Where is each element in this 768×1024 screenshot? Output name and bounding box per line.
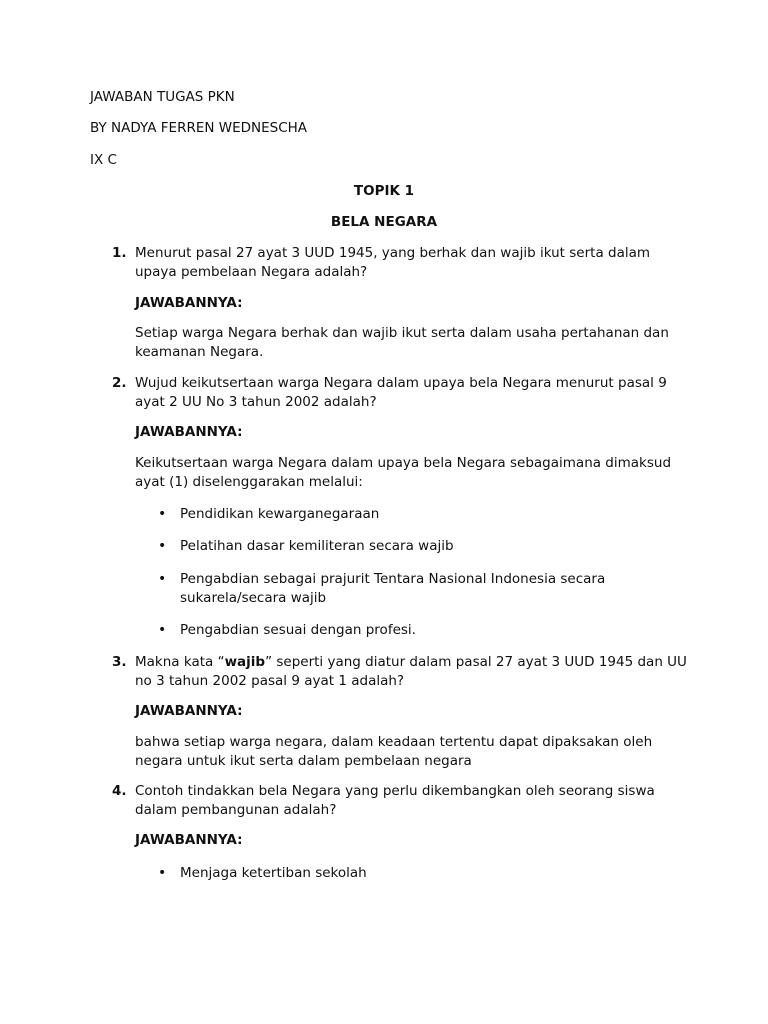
question-number: 3. (112, 654, 127, 670)
list-item: Pengabdian sebagai prajurit Tentara Nasional Indonesia secara sukarela/secara wajib (180, 571, 606, 606)
question-text: Contoh tindakkan bela Negara yang perlu dikembangkan oleh seorang siswa dalam pembangunan adalah? (135, 783, 655, 818)
answer-label: JAWABANNYA: (135, 832, 243, 848)
topic-title: TOPIK 1 (353, 183, 415, 199)
list-item: Pelatihan dasar kemiliteran secara wajib (180, 538, 454, 554)
bullet-icon: • (158, 622, 167, 638)
question-text: Menurut pasal 27 ayat 3 UUD 1945, yang berhak dan wajib ikut serta dalam upaya pembelaan Negara adalah? (135, 245, 651, 280)
header-class: IX C (90, 152, 117, 168)
answer-text: Keikutsertaan warga Negara dalam upaya bela Negara sebagaimana dimaksud ayat (1) diselenggarakan melalui: (135, 455, 672, 490)
question-text: Wujud keikutsertaan warga Negara dalam upaya bela Negara menurut pasal 9 ayat 2 UU No 3 tahun 2002 adalah? (135, 375, 667, 410)
question-text-after: ” seperti yang diatur dalam pasal 27 ayat 3 UUD 1945 dan UU no 3 tahun 2002 pasal 9 ayat 1 adalah? (135, 654, 687, 689)
list-item: Pengabdian sesuai dengan profesi. (180, 622, 416, 638)
list-item: Menjaga ketertiban sekolah (180, 865, 367, 881)
question-number: 2. (112, 375, 127, 391)
bullet-icon: • (158, 506, 167, 522)
question-text-before: Makna kata “ (135, 654, 225, 670)
question-text (135, 653, 695, 691)
question-number: 1. (112, 245, 127, 261)
answer-label: JAWABANNYA: (135, 703, 243, 719)
answer-text: Setiap warga Negara berhak dan wajib ikut serta dalam usaha pertahanan dan keamanan Negara. (135, 325, 669, 360)
bullet-icon: • (158, 571, 167, 587)
bullet-icon: • (158, 538, 167, 554)
question-number: 4. (112, 783, 127, 799)
topic-subtitle: BELA NEGARA (330, 214, 438, 230)
answer-label: JAWABANNYA: (135, 295, 243, 311)
header-author: BY NADYA FERREN WEDNESCHA (90, 120, 308, 136)
list-item: Pendidikan kewarganegaraan (180, 506, 380, 522)
answer-label: JAWABANNYA: (135, 424, 243, 440)
answer-text: bahwa setiap warga negara, dalam keadaan tertentu dapat dipaksakan oleh negara untuk ikut serta dalam pembelaan negara (135, 734, 653, 769)
bullet-icon: • (158, 865, 167, 881)
question-emphasis: wajib (224, 654, 266, 670)
header-title: JAWABAN TUGAS PKN (90, 89, 235, 105)
